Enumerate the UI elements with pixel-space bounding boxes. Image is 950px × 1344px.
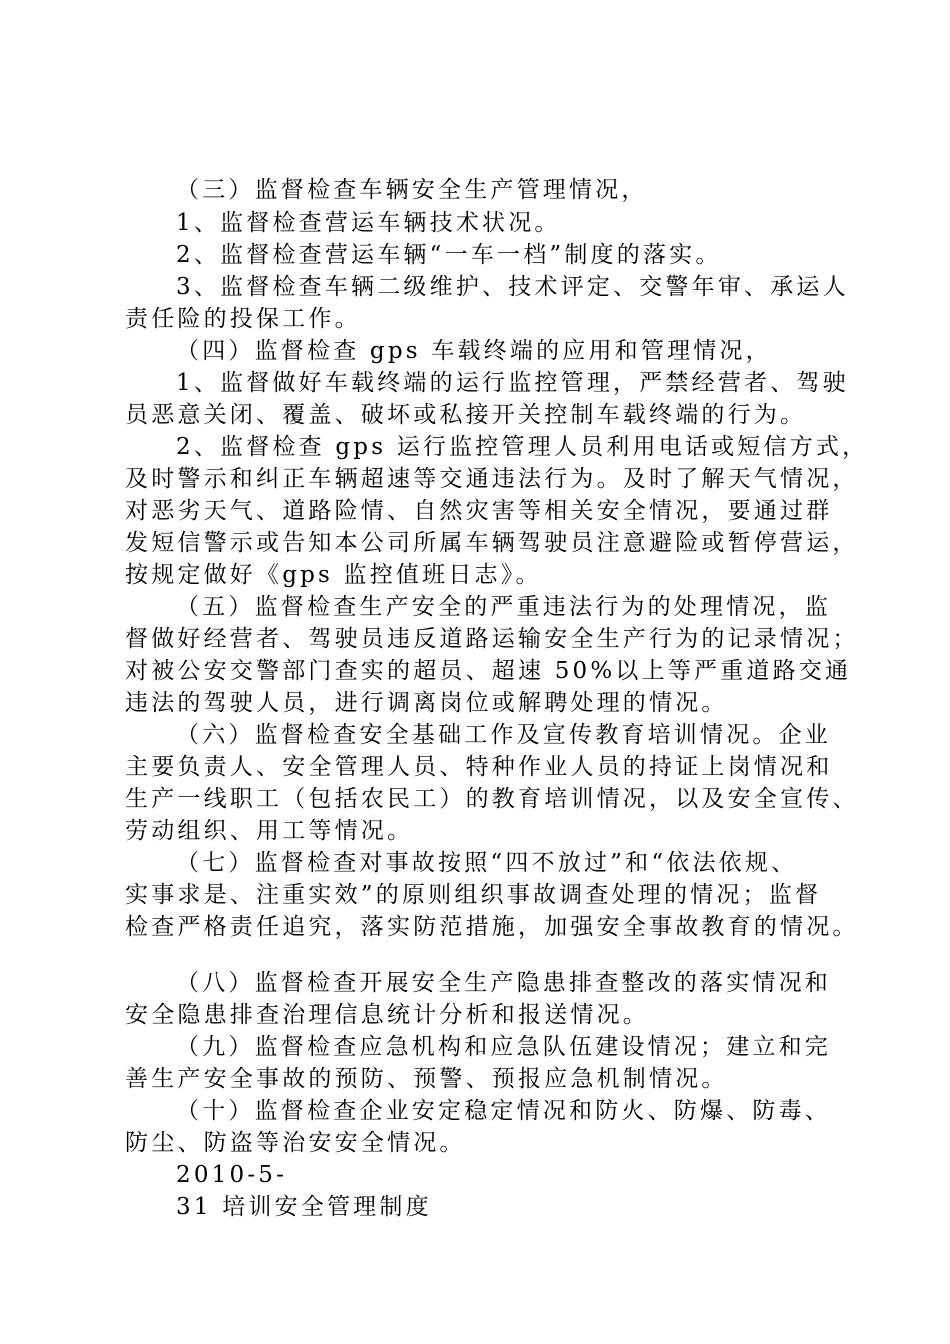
paragraph-line: 按规定做好《gps 监控值班日志》。 xyxy=(125,562,542,588)
section-10-heading: （十）监督检查企业安定稳定情况和防火、防爆、防毒、 xyxy=(176,1098,831,1124)
paragraph-line: 劳动组织、用工等情况。 xyxy=(125,818,414,844)
paragraph-line: 对恶劣天气、道路险情、自然灾害等相关安全情况，要通过群 xyxy=(125,498,833,524)
paragraph-line: 2、监督检查 gps 运行监控管理人员利用电话或短信方式， xyxy=(176,434,869,460)
paragraph-line: 生产一线职工（包括农民工）的教育培训情况，以及安全宣传、 xyxy=(125,786,859,812)
paragraph-line: 违法的驾驶人员，进行调离岗位或解聘处理的情况。 xyxy=(125,690,728,716)
section-5-heading: （五）监督检查生产安全的严重违法行为的处理情况，监 xyxy=(176,594,831,620)
section-6-heading: （六）监督检查安全基础工作及宣传教育培训情况。企业 xyxy=(176,722,831,748)
next-title-line: 31 培训安全管理制度 xyxy=(176,1194,432,1220)
section-7-heading: （七）监督检查对事故按照“四不放过”和“依法依规、 xyxy=(176,850,798,876)
paragraph-line: 善生产安全事故的预防、预警、预报应急机制情况。 xyxy=(125,1066,728,1092)
paragraph-line: 3、监督检查车辆二级维护、技术评定、交警年审、承运人 xyxy=(176,274,849,300)
section-9-heading: （九）监督检查应急机构和应急队伍建设情况；建立和完 xyxy=(176,1034,831,1060)
section-4-heading: （四）监督检查 gps 车载终端的应用和管理情况， xyxy=(176,338,772,364)
section-3-heading: （三）监督检查车辆安全生产管理情况， xyxy=(176,177,648,203)
paragraph-line: 对被公安交警部门查实的超员、超速 50%以上等严重道路交通 xyxy=(125,658,852,684)
section-8-heading: （八）监督检查开展安全生产隐患排查整改的落实情况和 xyxy=(176,970,831,996)
paragraph-line: 1、监督做好车载终端的运行监控管理，严禁经营者、驾驶 xyxy=(176,370,849,396)
paragraph-line: 及时警示和纠正车辆超速等交通违法行为。及时了解天气情况， xyxy=(125,466,859,492)
paragraph-line: 责任险的投保工作。 xyxy=(125,306,361,332)
paragraph-line: 安全隐患排查治理信息统计分析和报送情况。 xyxy=(125,1002,649,1028)
paragraph-line: 发短信警示或告知本公司所属车辆驾驶员注意避险或暂停营运， xyxy=(125,530,859,556)
paragraph-line: 2、监督检查营运车辆“一车一档”制度的落实。 xyxy=(176,242,722,268)
paragraph-line: 防尘、防盗等治安安全情况。 xyxy=(125,1130,466,1156)
paragraph-line: 检查严格责任追究，落实防范措施，加强安全事故教育的情况。 xyxy=(125,914,859,940)
paragraph-line: 督做好经营者、驾驶员违反道路运输安全生产行为的记录情况； xyxy=(125,626,859,652)
paragraph-line: 实事求是、注重实效”的原则组织事故调查处理的情况；监督 xyxy=(125,882,822,908)
paragraph-line: 员恶意关闭、覆盖、破坏或私接开关控制车载终端的行为。 xyxy=(125,402,807,428)
paragraph-line: 主要负责人、安全管理人员、特种作业人员的持证上岗情况和 xyxy=(125,754,833,780)
paragraph-line: 1、监督检查营运车辆技术状况。 xyxy=(176,210,561,236)
date-line: 2010-5- xyxy=(176,1162,288,1188)
